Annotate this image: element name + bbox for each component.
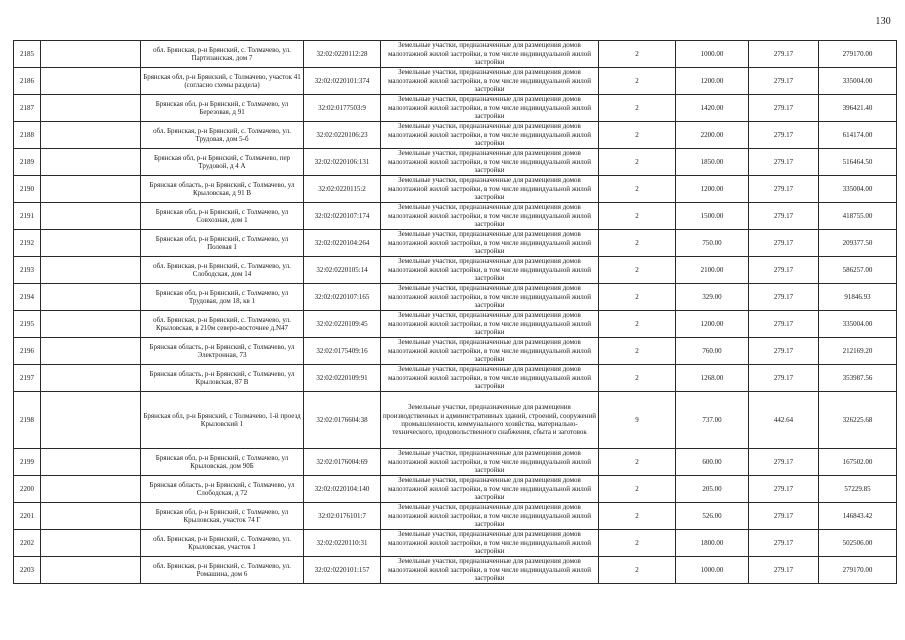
cadastral-value-cell: 614174.00 (819, 122, 897, 149)
table-row (14, 122, 897, 149)
category-code-cell: 2 (599, 449, 676, 476)
rate-cell: 279.17 (749, 338, 819, 365)
area-cell: 2100.00 (676, 257, 749, 284)
cadastral-number-cell: 32:02:0220106:131 (304, 149, 381, 176)
table-row (14, 476, 897, 503)
cadastral-value-cell: 335004.00 (819, 68, 897, 95)
cadastral-value-cell: 335004.00 (819, 176, 897, 203)
cadastral-value-cell: 396421.40 (819, 95, 897, 122)
category-code-cell: 2 (599, 95, 676, 122)
address-cell: Брянская обл, р-н Брянский, с Толмачево, участок 41 (согласно схемы раздела) (141, 68, 304, 95)
table-row (14, 311, 897, 338)
cadastral-value-cell: 167502.00 (819, 449, 897, 476)
cadastral-value-cell: 57229.85 (819, 476, 897, 503)
category-code-cell: 2 (599, 230, 676, 257)
table-row (14, 68, 897, 95)
category-code-cell: 2 (599, 68, 676, 95)
area-cell: 600.00 (676, 449, 749, 476)
rate-cell: 279.17 (749, 449, 819, 476)
cadastral-number-cell: 32:02:0176604:38 (304, 392, 381, 449)
spacer-cell (41, 530, 141, 557)
cadastral-number-cell: 32:02:0220106:23 (304, 122, 381, 149)
address-cell: обл. Брянская, р-н Брянский, с. Толмачево, ул. Крыловская, в 210м северо-восточнее д.N47 (141, 311, 304, 338)
area-cell: 1000.00 (676, 557, 749, 584)
address-cell: Брянская обл, р-н Брянский, с Толмачево, 1-й проезд Крыловский 1 (141, 392, 304, 449)
address-cell: обл. Брянская, р-н Брянский, с. Толмачево, ул. Слободская, дом 14 (141, 257, 304, 284)
table-row (14, 41, 897, 68)
row-number-cell: 2202 (14, 530, 41, 557)
cadastral-value-cell: 516464.50 (819, 149, 897, 176)
land-use-cell: Земельные участки, предназначенные для размещения домов малоэтажной жилой застройки, в том числе индивидуальной жилой застройки (381, 476, 599, 503)
spacer-cell (41, 176, 141, 203)
address-cell: Брянская обл, р-н Брянский, с Толмачево, ул Крыловская, участок 74 Г (141, 503, 304, 530)
category-code-cell: 2 (599, 338, 676, 365)
category-code-cell: 2 (599, 284, 676, 311)
rate-cell: 279.17 (749, 122, 819, 149)
table-row (14, 176, 897, 203)
category-code-cell: 2 (599, 122, 676, 149)
rate-cell: 279.17 (749, 41, 819, 68)
land-use-cell: Земельные участки, предназначенные для размещения домов малоэтажной жилой застройки, в том числе индивидуальной жилой застройки (381, 557, 599, 584)
cadastral-value-cell: 326225.68 (819, 392, 897, 449)
address-cell: Брянская область, р-н Брянский, с Толмачево, ул Крыловская, д 91 В (141, 176, 304, 203)
cadastral-number-cell: 32:02:0220104:264 (304, 230, 381, 257)
cadastral-value-cell: 279170.00 (819, 41, 897, 68)
cadastral-value-cell: 91846.93 (819, 284, 897, 311)
spacer-cell (41, 311, 141, 338)
rate-cell: 279.17 (749, 284, 819, 311)
spacer-cell (41, 41, 141, 68)
cadastral-value-cell: 502506.00 (819, 530, 897, 557)
rate-cell: 279.17 (749, 557, 819, 584)
area-cell: 526.00 (676, 503, 749, 530)
area-cell: 760.00 (676, 338, 749, 365)
land-use-cell: Земельные участки, предназначенные для размещения домов малоэтажной жилой застройки, в том числе индивидуальной жилой застройки (381, 449, 599, 476)
area-cell: 750.00 (676, 230, 749, 257)
row-number-cell: 2194 (14, 284, 41, 311)
address-cell: обл. Брянская, р-н Брянский, с. Толмачево, ул. Ромашина, дом 6 (141, 557, 304, 584)
land-use-cell: Земельные участки, предназначенные для размещения домов малоэтажной жилой застройки, в том числе индивидуальной жилой застройки (381, 365, 599, 392)
address-cell: Брянская область, р-н Брянский, с Толмачево, ул Слободская, д 72 (141, 476, 304, 503)
spacer-cell (41, 203, 141, 230)
cadastral-number-cell: 32:02:0220101:157 (304, 557, 381, 584)
table-row (14, 203, 897, 230)
area-cell: 737.00 (676, 392, 749, 449)
cadastral-value-cell: 418755.00 (819, 203, 897, 230)
table-row (14, 365, 897, 392)
area-cell: 1200.00 (676, 176, 749, 203)
rate-cell: 279.17 (749, 176, 819, 203)
land-use-cell: Земельные участки, предназначенные для размещения домов малоэтажной жилой застройки, в том числе индивидуальной жилой застройки (381, 338, 599, 365)
address-cell: Брянская обл, р-н Брянский, с Толмачево, ул Полевая 1 (141, 230, 304, 257)
area-cell: 1200.00 (676, 311, 749, 338)
row-number-cell: 2193 (14, 257, 41, 284)
spacer-cell (41, 476, 141, 503)
category-code-cell: 2 (599, 41, 676, 68)
row-number-cell: 2188 (14, 122, 41, 149)
category-code-cell: 2 (599, 503, 676, 530)
row-number-cell: 2186 (14, 68, 41, 95)
row-number-cell: 2201 (14, 503, 41, 530)
table-row (14, 530, 897, 557)
area-cell: 1000.00 (676, 41, 749, 68)
cadastral-value-cell: 335004.00 (819, 311, 897, 338)
address-cell: обл. Брянская, р-н Брянский, с. Толмачево, ул. Трудовая, дом 5-б (141, 122, 304, 149)
rate-cell: 442.64 (749, 392, 819, 449)
cadastral-number-cell: 32:02:0220105:14 (304, 257, 381, 284)
row-number-cell: 2195 (14, 311, 41, 338)
address-cell: обл. Брянская, р-н Брянский, с. Толмачево, ул. Партизанская, дом 7 (141, 41, 304, 68)
category-code-cell: 2 (599, 311, 676, 338)
category-code-cell: 2 (599, 530, 676, 557)
cadastral-value-cell: 279170.00 (819, 557, 897, 584)
cadastral-value-cell: 212169.20 (819, 338, 897, 365)
area-cell: 1500.00 (676, 203, 749, 230)
area-cell: 329.00 (676, 284, 749, 311)
rate-cell: 279.17 (749, 503, 819, 530)
category-code-cell: 2 (599, 476, 676, 503)
cadastral-number-cell: 32:02:0220104:140 (304, 476, 381, 503)
row-number-cell: 2198 (14, 392, 41, 449)
category-code-cell: 9 (599, 392, 676, 449)
rate-cell: 279.17 (749, 257, 819, 284)
category-code-cell: 2 (599, 149, 676, 176)
spacer-cell (41, 449, 141, 476)
cadastral-number-cell: 32:02:0220101:374 (304, 68, 381, 95)
row-number-cell: 2197 (14, 365, 41, 392)
category-code-cell: 2 (599, 557, 676, 584)
spacer-cell (41, 122, 141, 149)
address-cell: обл. Брянская, р-н Брянский, с. Толмачево, ул. Крыловская, участок 1 (141, 530, 304, 557)
registry-body (14, 41, 897, 584)
row-number-cell: 2192 (14, 230, 41, 257)
rate-cell: 279.17 (749, 476, 819, 503)
land-use-cell: Земельные участки, предназначенные для размещения домов малоэтажной жилой застройки, в том числе индивидуальной жилой застройки (381, 230, 599, 257)
table-row (14, 392, 897, 449)
cadastral-number-cell: 32:02:0175409:16 (304, 338, 381, 365)
category-code-cell: 2 (599, 257, 676, 284)
spacer-cell (41, 149, 141, 176)
table-row (14, 95, 897, 122)
cadastral-number-cell: 32:02:0220107:165 (304, 284, 381, 311)
land-use-cell: Земельные участки, предназначенные для размещения домов малоэтажной жилой застройки, в том числе индивидуальной жилой застройки (381, 311, 599, 338)
land-use-cell: Земельные участки, предназначенные для размещения домов малоэтажной жилой застройки, в том числе индивидуальной жилой застройки (381, 176, 599, 203)
category-code-cell: 2 (599, 203, 676, 230)
table-row (14, 149, 897, 176)
rate-cell: 279.17 (749, 95, 819, 122)
rate-cell: 279.17 (749, 311, 819, 338)
area-cell: 1200.00 (676, 68, 749, 95)
cadastral-number-cell: 32:02:0220107:174 (304, 203, 381, 230)
table-row (14, 338, 897, 365)
land-use-cell: Земельные участки, предназначенные для размещения домов малоэтажной жилой застройки, в том числе индивидуальной жилой застройки (381, 203, 599, 230)
cadastral-number-cell: 32:02:0176101:7 (304, 503, 381, 530)
cadastral-number-cell: 32:02:0220112:28 (304, 41, 381, 68)
spacer-cell (41, 68, 141, 95)
cadastral-value-cell: 586257.00 (819, 257, 897, 284)
rate-cell: 279.17 (749, 230, 819, 257)
land-use-cell: Земельные участки, предназначенные для размещения домов малоэтажной жилой застройки, в том числе индивидуальной жилой застройки (381, 95, 599, 122)
rate-cell: 279.17 (749, 365, 819, 392)
address-cell: Брянская обл, р-н Брянский, с Толмачево, ул Трудовая, дом 18, кв 1 (141, 284, 304, 311)
row-number-cell: 2196 (14, 338, 41, 365)
spacer-cell (41, 365, 141, 392)
spacer-cell (41, 503, 141, 530)
land-use-cell: Земельные участки, предназначенные для размещения домов малоэтажной жилой застройки, в том числе индивидуальной жилой застройки (381, 68, 599, 95)
rate-cell: 279.17 (749, 68, 819, 95)
land-use-cell: Земельные участки, предназначенные для размещения производственных и административных зданий, строений, сооружений промышленности, коммунального хозяйства, материально-технического, продовольственного снабжения, сбыта и заготовок (381, 392, 599, 449)
spacer-cell (41, 284, 141, 311)
cadastral-value-cell: 209377.50 (819, 230, 897, 257)
cadastral-number-cell: 32:02:0220110:31 (304, 530, 381, 557)
land-use-cell: Земельные участки, предназначенные для размещения домов малоэтажной жилой застройки, в том числе индивидуальной жилой застройки (381, 122, 599, 149)
spacer-cell (41, 557, 141, 584)
land-use-cell: Земельные участки, предназначенные для размещения домов малоэтажной жилой застройки, в том числе индивидуальной жилой застройки (381, 284, 599, 311)
category-code-cell: 2 (599, 365, 676, 392)
area-cell: 205.00 (676, 476, 749, 503)
cadastral-number-cell: 32:02:0220115:2 (304, 176, 381, 203)
cadastral-value-cell: 146843.42 (819, 503, 897, 530)
land-use-cell: Земельные участки, предназначенные для размещения домов малоэтажной жилой застройки, в том числе индивидуальной жилой застройки (381, 41, 599, 68)
area-cell: 2200.00 (676, 122, 749, 149)
table-row (14, 230, 897, 257)
row-number-cell: 2191 (14, 203, 41, 230)
area-cell: 1268.00 (676, 365, 749, 392)
cadastral-number-cell: 32:02:0177503:9 (304, 95, 381, 122)
spacer-cell (41, 392, 141, 449)
land-registry-table (13, 40, 897, 584)
row-number-cell: 2185 (14, 41, 41, 68)
row-number-cell: 2190 (14, 176, 41, 203)
address-cell: Брянская обл, р-н Брянский, с Толмачево, пер Трудовой, д 4 А (141, 149, 304, 176)
spacer-cell (41, 95, 141, 122)
row-number-cell: 2203 (14, 557, 41, 584)
row-number-cell: 2200 (14, 476, 41, 503)
spacer-cell (41, 230, 141, 257)
area-cell: 1850.00 (676, 149, 749, 176)
cadastral-number-cell: 32:02:0220109:45 (304, 311, 381, 338)
table-row (14, 257, 897, 284)
row-number-cell: 2187 (14, 95, 41, 122)
table-row (14, 503, 897, 530)
page-number: 130 (875, 16, 891, 27)
table-row (14, 557, 897, 584)
address-cell: Брянская обл, р-н Брянский, с Толмачево, ул Совхозная, дом 1 (141, 203, 304, 230)
table-row (14, 449, 897, 476)
land-use-cell: Земельные участки, предназначенные для размещения домов малоэтажной жилой застройки, в том числе индивидуальной жилой застройки (381, 149, 599, 176)
address-cell: Брянская обл, р-н Брянский, с Толмачево, ул Березовая, д 91 (141, 95, 304, 122)
rate-cell: 279.17 (749, 149, 819, 176)
cadastral-value-cell: 353987.56 (819, 365, 897, 392)
land-use-cell: Земельные участки, предназначенные для размещения домов малоэтажной жилой застройки, в том числе индивидуальной жилой застройки (381, 530, 599, 557)
area-cell: 1420.00 (676, 95, 749, 122)
table-row (14, 284, 897, 311)
row-number-cell: 2199 (14, 449, 41, 476)
row-number-cell: 2189 (14, 149, 41, 176)
rate-cell: 279.17 (749, 203, 819, 230)
spacer-cell (41, 257, 141, 284)
area-cell: 1800.00 (676, 530, 749, 557)
address-cell: Брянская обл, р-н Брянский, с Толмачево, ул Крыловская, дом 90Б (141, 449, 304, 476)
cadastral-number-cell: 32:02:0220109:91 (304, 365, 381, 392)
spacer-cell (41, 338, 141, 365)
address-cell: Брянская область, р-н Брянский, с Толмачево, ул Электронная, 73 (141, 338, 304, 365)
rate-cell: 279.17 (749, 530, 819, 557)
address-cell: Брянская область, р-н Брянский, с Толмачево, ул Крыловская, 87 В (141, 365, 304, 392)
cadastral-number-cell: 32:02:0176004:69 (304, 449, 381, 476)
land-use-cell: Земельные участки, предназначенные для размещения домов малоэтажной жилой застройки, в том числе индивидуальной жилой застройки (381, 257, 599, 284)
category-code-cell: 2 (599, 176, 676, 203)
land-use-cell: Земельные участки, предназначенные для размещения домов малоэтажной жилой застройки, в том числе индивидуальной жилой застройки (381, 503, 599, 530)
